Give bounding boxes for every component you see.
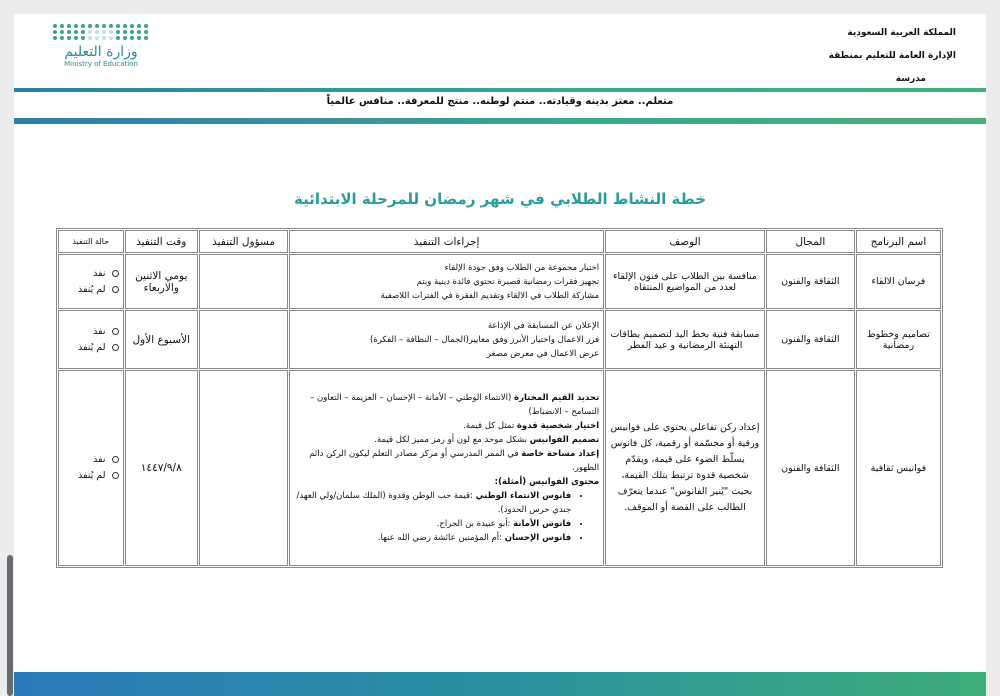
procedure-item <box>294 419 599 433</box>
status-label: نفذ <box>93 267 106 279</box>
logo-dot <box>74 24 78 28</box>
procedure-text: تمثل كل قيمة. <box>463 421 515 431</box>
logo-dot <box>74 36 78 40</box>
program-procedures <box>289 310 604 369</box>
country-name: المملكة العربية السعودية <box>847 28 956 38</box>
procedure-text: بشكل موحد مع لون أو رمز مميز لكل قيمة. <box>374 435 527 445</box>
logo-dot <box>102 24 106 28</box>
status-label: نفذ <box>93 325 106 337</box>
logo-dot <box>102 30 106 34</box>
procedure-item: فرز الاعمال واختيار الأبرز وفق معايير(الجمال – النظافة – الفكرة) <box>369 334 600 345</box>
school-name: مدرسة <box>895 74 926 84</box>
status-not-done-radio[interactable] <box>63 282 119 298</box>
program-field: الثقافة والفنون <box>766 254 855 309</box>
procedure-text: (الانتماء الوطني – الأمانة – الإحسان – العزيمة – التعاون – التسامح – الانضباط) <box>310 393 600 417</box>
status-done-radio[interactable] <box>63 324 119 340</box>
logo-dot <box>109 24 113 28</box>
logo-dot <box>67 30 71 34</box>
program-responsible <box>199 310 288 369</box>
radio-circle-icon <box>112 472 119 479</box>
header-info <box>829 22 956 91</box>
logo-dot <box>130 24 134 28</box>
program-name: فوانيس ثقافية <box>856 370 941 566</box>
radio-circle-icon <box>112 286 119 293</box>
logo-english: Ministry of Education <box>64 60 138 68</box>
example-text: :أم المؤمنين عائشة رضي الله عنها. <box>377 533 503 543</box>
procedure-item: مشاركة الطلاب في الالقاء وتقديم الفقرة في الفترات اللاصفية <box>380 290 600 301</box>
list-item <box>294 531 571 545</box>
procedure-item: عرض الاعمال في معرض مصغر <box>486 348 600 359</box>
header-stripe <box>14 88 986 92</box>
program-field: الثقافة والفنون <box>766 370 855 566</box>
example-text: :أبو عبيدة بن الجراح. <box>436 519 511 529</box>
program-time: ١٤٤٧/٩/٨ <box>125 370 199 566</box>
program-description: منافسة بين الطلاب على فنون الإلقاء لعدد من المواضيع المنتقاه <box>605 254 765 309</box>
logo-dot <box>88 24 92 28</box>
program-responsible <box>199 254 288 309</box>
logo-dot <box>67 24 71 28</box>
header-description: الوصف <box>605 230 765 253</box>
program-name: فرسان الالقاء <box>856 254 941 309</box>
procedure-item: اختيار مجموعة من الطلاب وفق جودة الإلقاء <box>444 262 600 273</box>
header-name: اسم البرنامج <box>856 230 941 253</box>
status-options <box>58 310 124 369</box>
logo-dot <box>123 24 127 28</box>
example-label: فانوس الانتماء الوطني <box>475 491 572 501</box>
logo-dot <box>95 24 99 28</box>
page-title: خطة النشاط الطلابي في شهر رمضان للمرحلة الابتدائية <box>293 190 707 208</box>
procedure-item <box>294 433 599 447</box>
logo-dot <box>102 36 106 40</box>
procedure-label: تحديد القيم المختارة <box>514 393 600 403</box>
logo-arabic: وزارة التعليم <box>64 44 138 60</box>
header-responsible: مسؤول التنفيذ <box>199 230 288 253</box>
logo-dot <box>137 30 141 34</box>
procedure-item: تجهيز فقرات رمضانية قصيرة تحتوي فائدة دينية وبتم <box>416 276 600 287</box>
logo-dot <box>53 24 57 28</box>
logo-dot <box>130 30 134 34</box>
header-procedures: إجراءات التنفيذ <box>289 230 604 253</box>
logo-dot <box>60 24 64 28</box>
logo-dot <box>88 36 92 40</box>
status-label: نفذ <box>93 454 106 465</box>
logo-dot <box>81 30 85 34</box>
logo-dot <box>60 36 64 40</box>
logo-dot <box>109 36 113 40</box>
radio-circle-icon <box>112 270 119 277</box>
program-time: الأسبوع الأول <box>125 310 199 369</box>
logo-dot <box>81 24 85 28</box>
scrollbar[interactable] <box>7 555 13 696</box>
activity-plan-table <box>56 228 943 568</box>
status-not-done-radio[interactable] <box>63 468 119 484</box>
status-done-radio[interactable] <box>63 452 119 468</box>
status-done-radio[interactable] <box>63 266 119 282</box>
status-options <box>58 370 124 566</box>
logo-dot <box>109 30 113 34</box>
logo-dot <box>137 24 141 28</box>
logo-dot <box>116 30 120 34</box>
radio-circle-icon <box>112 456 119 463</box>
footer-stripe <box>14 672 986 696</box>
logo-dot <box>116 24 120 28</box>
procedure-item <box>294 447 599 475</box>
program-time: يومي الاثنين والاربعاء <box>125 254 199 309</box>
status-label: لم يُنفذ <box>77 283 106 295</box>
procedure-text: في الممر المدرسي أو مركز مصادر التعلم ليكون الركن دائم الظهور. <box>309 449 600 473</box>
example-text: :قيمة حب الوطن وقدوة (الملك سلمان/ولي العهد/جندي حرس الحدود). <box>296 491 572 515</box>
header-field: المجال <box>766 230 855 253</box>
logo-dot <box>144 24 148 28</box>
logo-dot <box>60 30 64 34</box>
logo-dot <box>144 36 148 40</box>
status-label: لم يُنفذ <box>77 341 106 353</box>
list-item <box>294 489 571 517</box>
program-procedures <box>289 370 604 566</box>
logo-dot <box>137 36 141 40</box>
procedure-item: الإعلان عن المسابقة في الإذاعة <box>487 320 600 331</box>
table-row <box>58 370 941 566</box>
header-stripe-bottom <box>14 118 986 124</box>
status-label: لم يُنفذ <box>77 470 106 481</box>
program-description: مسابقة فنية بخط اليد لتصميم بطاقات التهنئة الرمضانية و عيد الفطر <box>605 310 765 369</box>
motto: متعلم.. معتز بدينه وقيادته.. منتم لوطنه.. منتج للمعرفة.. منافس عالمياً <box>326 96 674 107</box>
procedure-label: تصميم الفوانيس <box>529 435 600 445</box>
logo-dot <box>95 36 99 40</box>
logo-dots-icon <box>46 24 156 40</box>
program-procedures <box>289 254 604 309</box>
program-name: تصاميم وخطوط رمضانية <box>856 310 941 369</box>
logo-dot <box>123 30 127 34</box>
header-time: وقت التنفيذ <box>125 230 199 253</box>
status-options <box>58 254 124 309</box>
header-status: حالة التنفيذ <box>58 230 124 253</box>
radio-circle-icon <box>112 328 119 335</box>
status-not-done-radio[interactable] <box>63 340 119 356</box>
program-responsible <box>199 370 288 566</box>
logo-dot <box>81 36 85 40</box>
list-item <box>294 517 571 531</box>
logo-dot <box>123 36 127 40</box>
radio-circle-icon <box>112 344 119 351</box>
logo-dot <box>144 30 148 34</box>
ministry-logo <box>46 24 156 68</box>
logo-dot <box>95 30 99 34</box>
table-row <box>58 254 941 309</box>
logo-dot <box>116 36 120 40</box>
program-description: إعداد ركن تفاعلي يحتوي على فوانيس ورقية أو مجسّمة أو رقمية، كل فانوس يسلّط الضوء على قيمة، ويقدّم شخصية قدوة ترتبط بتلك القيمة، بحيث "يُنير الفانوس" عندما يتعرّف الطالب على القصة أو الموقف. <box>605 370 765 566</box>
procedure-label: محتوى الفوانيس (أمثلة): <box>494 477 600 487</box>
logo-dot <box>53 30 57 34</box>
logo-dot <box>67 36 71 40</box>
directorate-name: الإدارة العامة للتعليم بمنطقة <box>828 51 956 61</box>
program-field: الثقافة والفنون <box>766 310 855 369</box>
example-label: فانوس الأمانة <box>513 519 572 529</box>
document-page <box>14 14 986 696</box>
example-label: فانوس الإحسان <box>504 533 572 543</box>
logo-dot <box>130 36 134 40</box>
procedure-label: إعداد مساحة خاصة <box>521 449 600 459</box>
procedure-label: اختيار شخصية قدوة <box>516 421 600 431</box>
table-header-row <box>58 230 941 253</box>
logo-dot <box>74 30 78 34</box>
procedure-item <box>294 475 599 489</box>
table-row <box>58 310 941 369</box>
procedure-item <box>294 391 599 419</box>
logo-dot <box>88 30 92 34</box>
lantern-examples-list <box>294 489 599 545</box>
logo-dot <box>53 36 57 40</box>
